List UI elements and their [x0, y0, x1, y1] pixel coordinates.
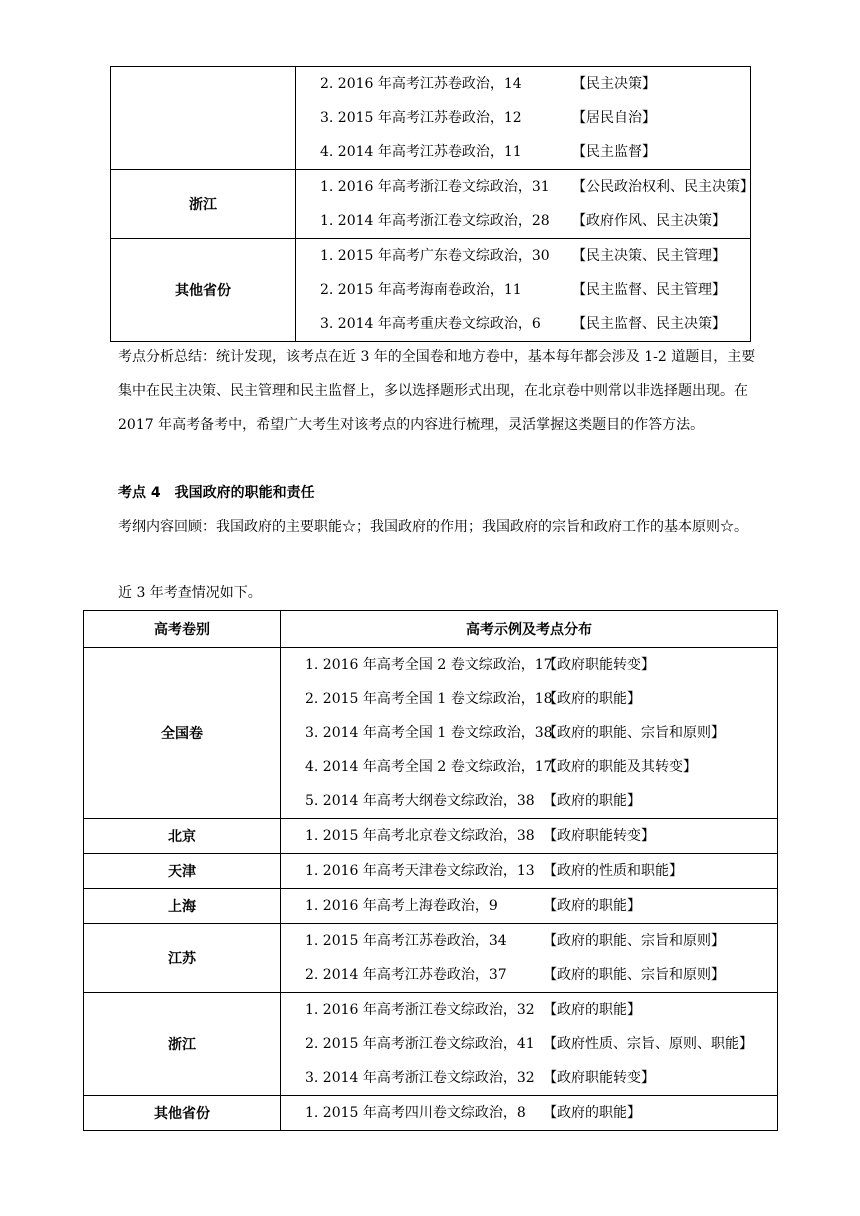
exam-example-item — [281, 682, 777, 716]
exam-example-item — [281, 1027, 777, 1061]
topic-tag: 【政府的职能、宗旨和原则】 — [543, 725, 725, 741]
recent-exams-intro: 近 3 年考查情况如下。 — [118, 585, 262, 601]
exam-source: 2. 2015 年高考海南卷政治，11 — [320, 282, 522, 298]
exam-example-item — [296, 101, 750, 135]
table-row — [84, 924, 778, 993]
exam-source: 3. 2014 年高考重庆卷文综政治，6 — [320, 316, 541, 332]
exam-example-item — [281, 854, 777, 888]
exam-example-item — [281, 819, 777, 853]
table2-body — [84, 611, 778, 1131]
table1-body — [111, 67, 754, 342]
province-cell: 天津 — [84, 854, 281, 889]
section-heading: 考点 4 我国政府的职能和责任 — [118, 485, 315, 501]
table-row — [84, 1096, 778, 1131]
examples-cell — [296, 170, 754, 239]
province-cell: 浙江 — [84, 993, 281, 1096]
table-row — [84, 854, 778, 889]
examples-cell — [281, 924, 778, 993]
table-row — [111, 67, 751, 170]
table-row — [111, 239, 751, 342]
exam-source: 2. 2014 年高考江苏卷政治，37 — [305, 967, 507, 983]
exam-example-item — [296, 67, 750, 101]
exam-example-item — [296, 204, 750, 238]
topic-tag: 【政府职能转变】 — [543, 657, 655, 673]
topic-tag: 【政府的性质和职能】 — [543, 863, 683, 879]
exam-example-item — [296, 170, 754, 204]
province-cell: 上海 — [84, 889, 281, 924]
table-header-row — [84, 611, 778, 648]
province-cell: 江苏 — [84, 924, 281, 993]
topic-tag: 【政府作风、民主决策】 — [572, 213, 726, 229]
examples-cell — [281, 889, 778, 924]
table-row — [84, 993, 778, 1096]
topic-tag: 【政府的职能、宗旨和原则】 — [543, 933, 725, 949]
table-row — [84, 819, 778, 854]
examples-cell — [281, 993, 778, 1096]
exam-source: 1. 2014 年高考浙江卷文综政治，28 — [320, 213, 550, 229]
exam-example-item — [281, 924, 777, 958]
province-cell: 浙江 — [111, 170, 296, 239]
examples-cell — [281, 819, 778, 854]
outline-paragraph: 考纲内容回顾：我国政府的主要职能☆；我国政府的作用；我国政府的宗旨和政府工作的基本原则☆。 — [118, 519, 748, 535]
exam-example-item — [296, 239, 750, 273]
exam-example-item — [281, 648, 777, 682]
province-cell: 全国卷 — [84, 648, 281, 819]
province-cell — [111, 67, 296, 170]
exam-source: 3. 2014 年高考全国 1 卷文综政治，38 — [305, 725, 553, 741]
exam-source: 4. 2014 年高考全国 2 卷文综政治，17 — [305, 759, 553, 775]
exam-source: 1. 2016 年高考上海卷政治，9 — [305, 898, 498, 914]
topic-tag: 【政府的职能】 — [543, 898, 641, 914]
province-cell: 其他省份 — [84, 1096, 281, 1131]
exam-example-item — [281, 889, 777, 923]
topic-tag: 【政府的职能】 — [543, 1002, 641, 1018]
examples-cell — [296, 67, 751, 170]
exam-example-item — [281, 750, 777, 784]
exam-source: 4. 2014 年高考江苏卷政治，11 — [320, 144, 522, 160]
exam-source: 1. 2016 年高考浙江卷文综政治，32 — [305, 1002, 535, 1018]
exam-source: 1. 2015 年高考广东卷文综政治，30 — [320, 248, 550, 264]
exam-source: 2. 2016 年高考江苏卷政治，14 — [320, 76, 522, 92]
summary-paragraph: 考点分析总结：统计发现，该考点在近 3 年的全国卷和地方卷中，基本每年都会涉及 1-2 道题目，主要集中在民主决策、民主管理和民主监督上，多以选择题形式出现，在北京卷中则常以非选择题出现。在 2017 年高考备考中，希望广大考生对该考点的内容进行梳理，灵活掌握这类题目的作答方法。 — [118, 349, 756, 433]
province-cell: 北京 — [84, 819, 281, 854]
exam-example-item — [296, 273, 750, 307]
topic-tag: 【居民自治】 — [572, 110, 656, 126]
topic-tag: 【政府的职能】 — [543, 1105, 641, 1121]
exam-source: 3. 2014 年高考浙江卷文综政治，32 — [305, 1070, 535, 1086]
table-row — [111, 170, 751, 239]
topic-tag: 【政府的职能】 — [543, 793, 641, 809]
topic-tag: 【政府性质、宗旨、原则、职能】 — [543, 1036, 753, 1052]
exam-source: 1. 2015 年高考四川卷文综政治，8 — [305, 1105, 526, 1121]
topic-tag: 【民主监督、民主管理】 — [572, 282, 726, 298]
examples-cell — [281, 648, 778, 819]
header-examples: 高考示例及考点分布 — [281, 611, 778, 648]
exam-example-item — [281, 784, 777, 818]
topic-tag: 【政府职能转变】 — [543, 1070, 655, 1086]
header-exam-type: 高考卷别 — [84, 611, 281, 648]
exam-example-item — [281, 1096, 777, 1130]
exam-source: 1. 2015 年高考北京卷文综政治，38 — [305, 828, 535, 844]
province-cell: 其他省份 — [111, 239, 296, 342]
topic-tag: 【政府的职能、宗旨和原则】 — [543, 967, 725, 983]
topic-tag: 【民主监督、民主决策】 — [572, 316, 726, 332]
exam-example-item — [296, 135, 750, 169]
topic-tag: 【公民政治权利、民主决策】 — [572, 179, 754, 195]
examples-cell — [281, 854, 778, 889]
exam-source: 1. 2016 年高考浙江卷文综政治，31 — [320, 179, 550, 195]
exam-example-item — [281, 993, 777, 1027]
exam-example-item — [281, 958, 777, 992]
exam-source: 1. 2016 年高考天津卷文综政治，13 — [305, 863, 535, 879]
exam-source: 1. 2016 年高考全国 2 卷文综政治，17 — [305, 657, 553, 673]
table-exam-distribution-part2 — [83, 610, 778, 1131]
table-exam-distribution-part1 — [110, 66, 754, 342]
examples-cell — [296, 239, 751, 342]
table-row — [84, 889, 778, 924]
exam-source: 1. 2015 年高考江苏卷政治，34 — [305, 933, 507, 949]
exam-source: 3. 2015 年高考江苏卷政治，12 — [320, 110, 522, 126]
topic-tag: 【民主决策】 — [572, 76, 656, 92]
topic-tag: 【政府职能转变】 — [543, 828, 655, 844]
topic-tag: 【民主决策、民主管理】 — [572, 248, 726, 264]
topic-tag: 【政府的职能及其转变】 — [543, 759, 697, 775]
topic-tag: 【政府的职能】 — [543, 691, 641, 707]
exam-example-item — [281, 1061, 777, 1095]
topic-tag: 【民主监督】 — [572, 144, 656, 160]
exam-source: 5. 2014 年高考大纲卷文综政治，38 — [305, 793, 535, 809]
examples-cell — [281, 1096, 778, 1131]
exam-source: 2. 2015 年高考全国 1 卷文综政治，18 — [305, 691, 553, 707]
exam-example-item — [281, 716, 777, 750]
table-row — [84, 648, 778, 819]
exam-source: 2. 2015 年高考浙江卷文综政治，41 — [305, 1036, 535, 1052]
exam-example-item — [296, 307, 750, 341]
